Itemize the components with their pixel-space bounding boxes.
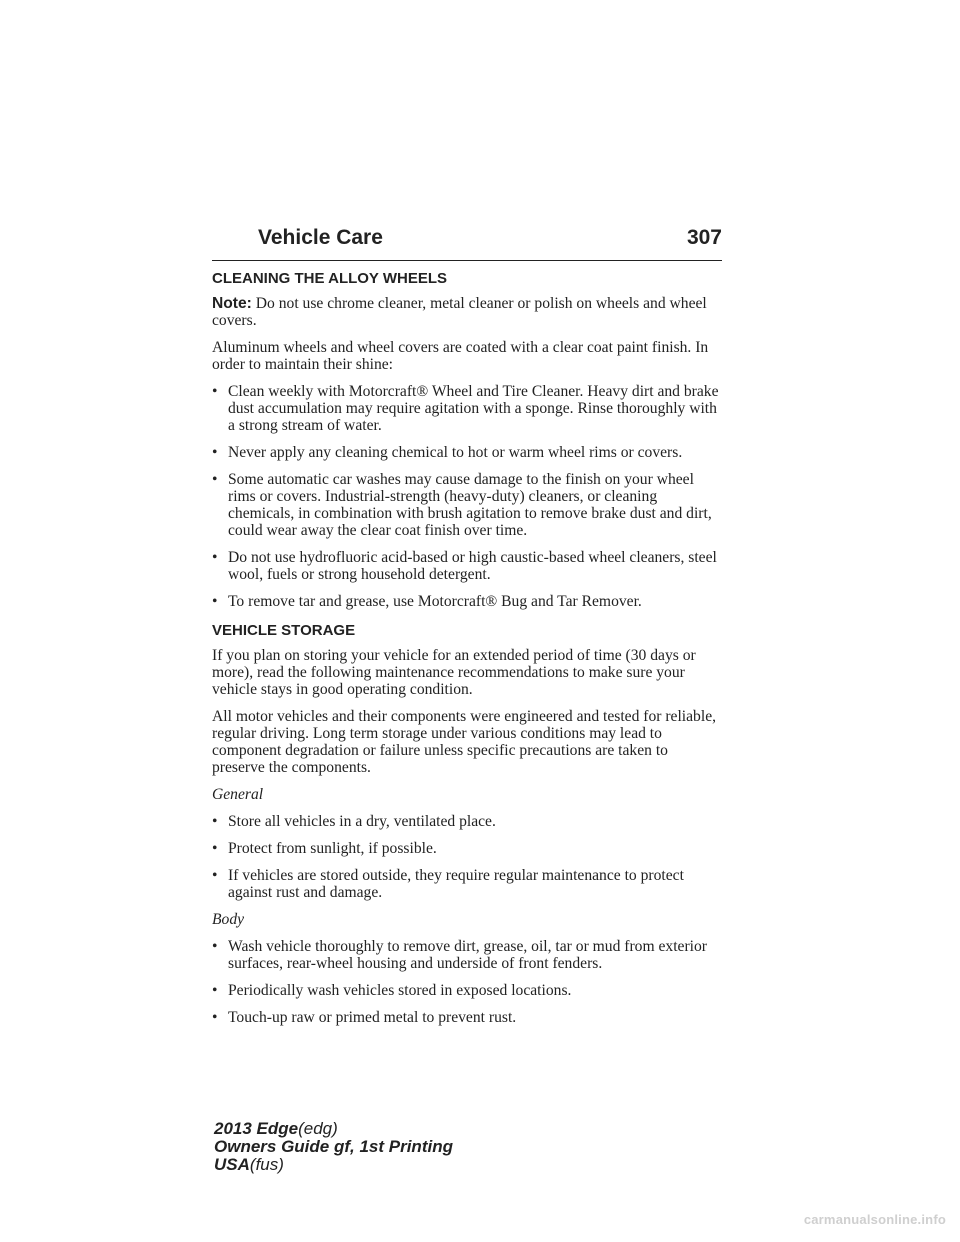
- body-bullet-list: [212, 938, 724, 1026]
- heading-vehicle-storage: VEHICLE STORAGE: [212, 622, 356, 639]
- list-item: • Do not use hydrofluoric acid-based or high caustic-based wheel cleaners, steel wool, fuels or strong household detergent.: [212, 549, 724, 583]
- general-bullet-list: [212, 813, 724, 901]
- footer-market: USA: [214, 1155, 250, 1174]
- footer-market-code: (fus): [249, 1155, 284, 1174]
- footer-line-2: Owners Guide gf, 1st Printing: [214, 1137, 453, 1156]
- footer-line-3: [214, 1156, 453, 1174]
- storage-paragraph-2: All motor vehicles and their components were engineered and tested for reliable, regular driving. Long term storage under various conditions may lead to component degradation or failure unless specific precautions are taken to preserve the components.: [212, 708, 717, 776]
- page-content: [212, 270, 724, 1036]
- subheading-general: General: [212, 786, 264, 803]
- storage-paragraph-1: If you plan on storing your vehicle for an extended period of time (30 days or more), read the following maintenance recommendations to make sure your vehicle stays in good operating condition.: [212, 647, 696, 698]
- print-footer: [214, 1120, 453, 1174]
- list-item: • Periodically wash vehicles stored in exposed locations.: [212, 982, 724, 999]
- note-text: Do not use chrome cleaner, metal cleaner or polish on wheels and wheel covers.: [212, 295, 707, 329]
- note-label: Note:: [212, 295, 252, 312]
- list-item: • Wash vehicle thoroughly to remove dirt, grease, oil, tar or mud from exterior surfaces, rear-wheel housing and underside of front fenders.: [212, 938, 724, 972]
- list-item: • Some automatic car washes may cause damage to the finish on your wheel rims or covers. Industrial-strength (heavy-duty) cleaners, or cleaning chemicals, in combination with brush agitation to remove brake dust and dirt, could wear away the clear coat finish over time.: [212, 471, 724, 539]
- section-title: Vehicle Care: [258, 226, 383, 249]
- list-item: • Never apply any cleaning chemical to hot or warm wheel rims or covers.: [212, 444, 724, 461]
- footer-model: 2013 Edge: [214, 1119, 299, 1138]
- watermark: carmanualsonline.info: [803, 1212, 946, 1227]
- note-paragraph: [212, 295, 724, 329]
- heading-alloy-wheels: CLEANING THE ALLOY WHEELS: [212, 270, 448, 287]
- footer-line-1: [214, 1120, 453, 1138]
- subheading-body: Body: [212, 911, 245, 928]
- list-item: • Protect from sunlight, if possible.: [212, 840, 724, 857]
- list-item: • Clean weekly with Motorcraft® Wheel and Tire Cleaner. Heavy dirt and brake dust accumulation may require agitation with a sponge. Rinse thoroughly with a strong stream of water.: [212, 383, 724, 434]
- alloy-intro: Aluminum wheels and wheel covers are coated with a clear coat paint finish. In order to maintain their shine:: [212, 339, 709, 373]
- list-item: • Touch-up raw or primed metal to prevent rust.: [212, 1009, 724, 1026]
- list-item: • Store all vehicles in a dry, ventilated place.: [212, 813, 724, 830]
- page-number: 307: [686, 226, 722, 249]
- alloy-bullet-list: [212, 383, 724, 610]
- footer-model-code: (edg): [298, 1119, 338, 1138]
- page-header: [212, 226, 722, 261]
- list-item: • To remove tar and grease, use Motorcraft® Bug and Tar Remover.: [212, 593, 724, 610]
- list-item: • If vehicles are stored outside, they require regular maintenance to protect against rust and damage.: [212, 867, 724, 901]
